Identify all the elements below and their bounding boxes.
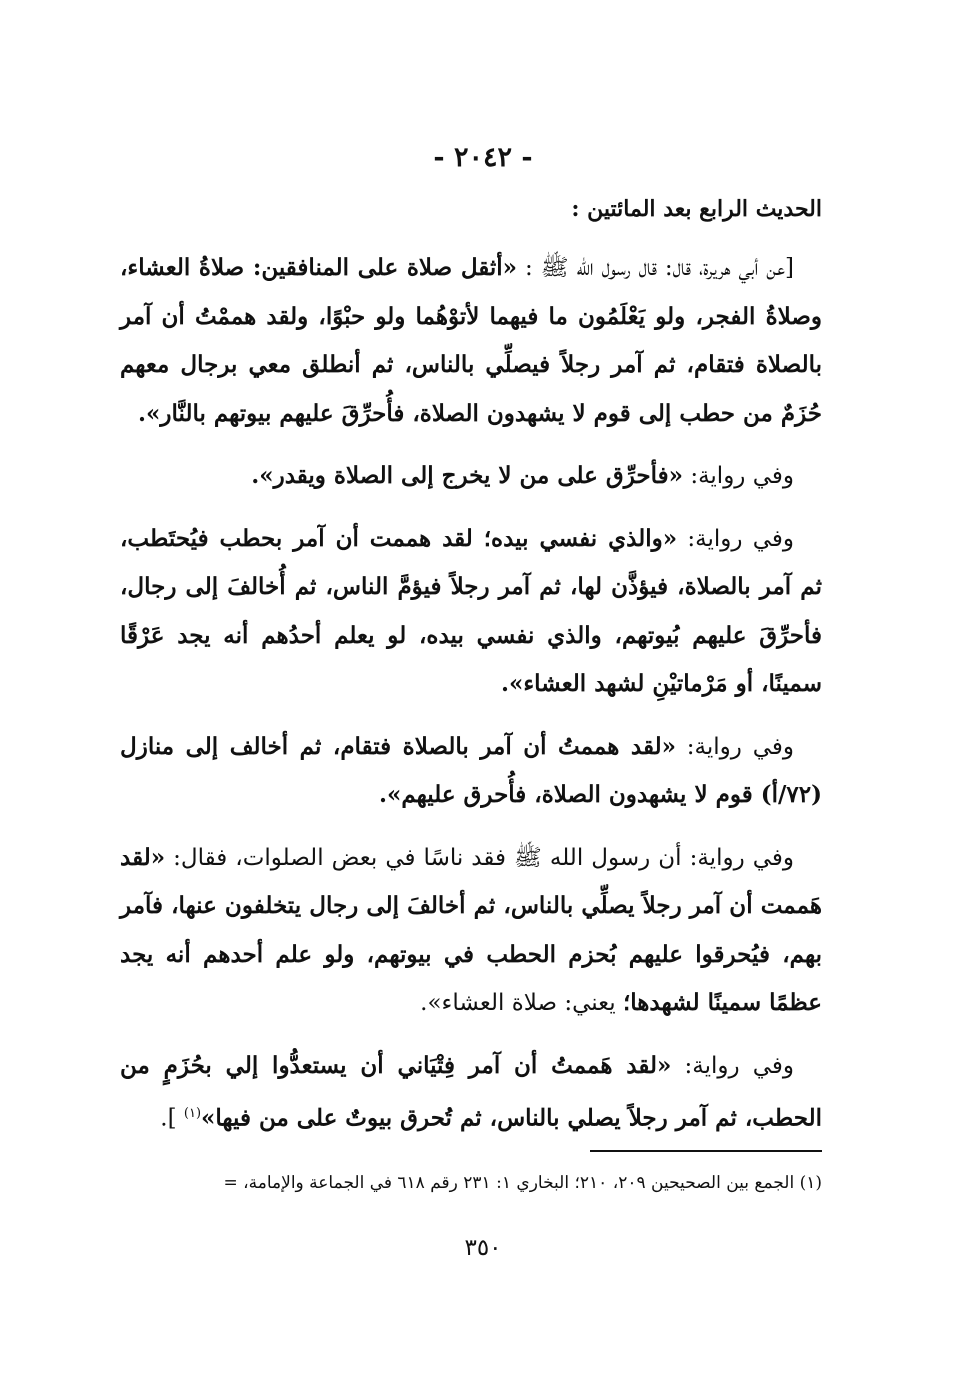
riwaya-quote: «والذي نفسي بيده؛ لقد هممت أن آمر بحطب فيُحتَطب، ثم آمر بالصلاة، فيؤذَّن لها، ثم آمر رجلاً فيؤمَّ الناس، ثم أُخالفَ إلى رجال، فأحرِّقَ عليهم بُيوتهم، والذي نفسي بيده، لو يعلم أحدُهم أنه يجد عَرْقًا سمينًا، أو مَرْماتيْنِ لشهد العشاء». <box>120 524 822 697</box>
footnote-marker: (١) <box>183 1106 202 1121</box>
narration-quote: «أثقل صلاة على المنافقين: صلاةُ العشاء، وصلاةُ الفجر، ولو يَعْلَمُون ما فيهما لأتوْهُما ولو حبْوًا، ولقد هممْتُ أن آمر بالصلاة فتقام، ثم آمر رجلاً فيصلِّي بالناس، ثم أنطلق معي برجال معهم حُزَمٌ من حطب إلى قوم لا يشهدون الصلاة، فأُحرِّقَ عليهم بيوتهم بالنَّار». <box>120 254 822 427</box>
riwaya-quote: «لقد هَممت أن آمر رجلاً يصلِّي بالناس، ثم أخالفَ إلى رجال يتخلفون عنها، فآمر بهم، فيُحرقوا عليهم بُحزم الحطب في بيوتهم، ولو علم أحدهم أنه يجد عظمًا سمينًا لشهدها؛ <box>120 843 822 1016</box>
closing-bracket: ]. <box>160 1105 184 1132</box>
riwaya-intro: وفي رواية: <box>683 463 794 489</box>
page-number: ٣٥٠ <box>464 1235 502 1261</box>
riwaya-quote: «فأحرِّق على من لا يخرج إلى الصلاة ويقدر». <box>251 462 684 489</box>
paragraph-riwaya-2 <box>120 452 822 501</box>
section-title: الحديث الرابع بعد المائتين : <box>571 196 822 222</box>
riwaya-tail: يعني: صلاة العشاء». <box>420 990 623 1016</box>
riwaya-intro: وفي رواية: <box>677 525 795 552</box>
riwaya-intro: وفي رواية: أن رسول الله ﷺ فقد ناسًا في بعض الصلوات، فقال: <box>165 844 794 871</box>
paragraph-riwaya-3 <box>120 515 822 709</box>
riwaya-intro: وفي رواية: <box>675 733 794 760</box>
riwaya-quote: «لقد هَممتُ أن آمر فِتْيَاني أن يستعدُّوا إلي بحُزَمٍ من الحطب، ثم آمر رجلاً يصلي بالناس، ثم تُحرق بيوتٌ على من فيها» <box>120 1051 822 1132</box>
narration-intro: [عن أبي هريرة، قال: قال رسول الله ﷺ : <box>517 255 794 281</box>
riwaya-quote: «لقد هممتُ أن آمر بالصلاة فتقام، ثم أخالف إلى منازل (٧٢/أ) قوم لا يشهدون الصلاة، فأُحرق عليهم». <box>120 732 822 808</box>
footnote: (١) الجمع بين الصحيحين ٢٠٩، ٢١٠؛ البخاري ١: ٢٣١ رقم ٦١٨ في الجماعة والإمامة، = <box>223 1173 822 1193</box>
hadith-number: - ٢٠٤٢ - <box>433 142 533 173</box>
riwaya-intro: وفي رواية: <box>671 1052 794 1079</box>
paragraph-riwaya-4 <box>120 723 822 820</box>
paragraph-riwaya-6 <box>120 1042 822 1144</box>
footnote-divider <box>590 1150 822 1152</box>
paragraph-main-narration <box>120 244 822 438</box>
hadith-text <box>120 244 822 1157</box>
paragraph-riwaya-5 <box>120 834 822 1028</box>
